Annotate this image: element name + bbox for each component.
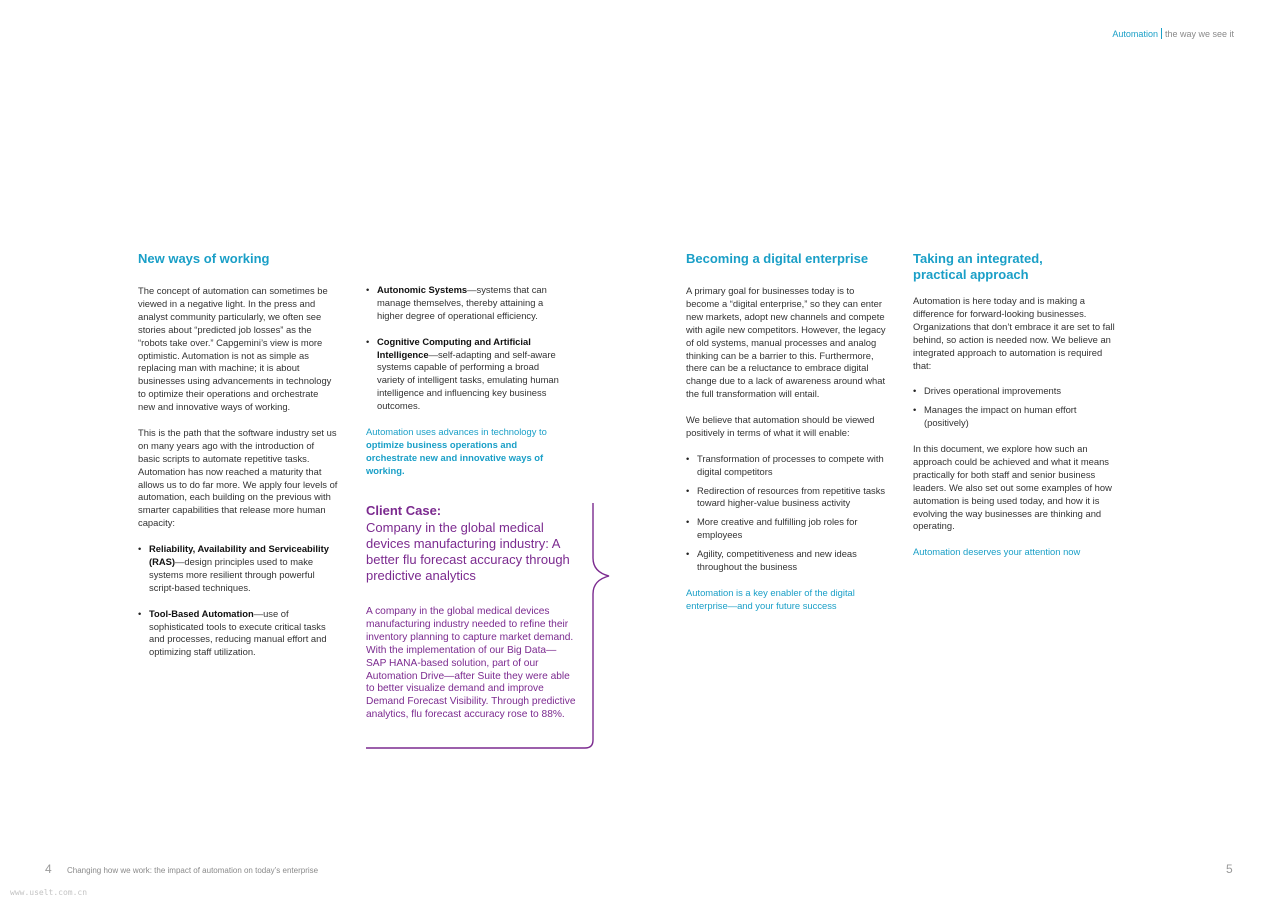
header-tagline: the way we see it: [1164, 29, 1234, 39]
heading-integrated-approach: Taking an integrated, practical approach: [913, 251, 1043, 282]
col3-bullet-list: [686, 453, 888, 574]
col1-paragraph-2: This is the path that the software industry set us on many years ago with the introduction of basic scripts to automate repetitive tasks. Automation has now reached a maturity that allows us to do far more. We apply four levels of automation, each building on the previous with smarter capabilities that release more human capacity:: [138, 426, 338, 529]
heading-new-ways: New ways of working: [138, 251, 270, 266]
header-section: Automation: [1112, 29, 1158, 39]
watermark: www.uselt.com.cn: [10, 888, 88, 897]
col2-bullet-list: [366, 284, 561, 413]
heading-digital-enterprise: Becoming a digital enterprise: [686, 251, 869, 266]
list-item: • Drives operational improvements: [913, 385, 1121, 398]
col3-paragraph-1: A primary goal for businesses today is to become a “digital enterprise,” so they can enter new markets, adopt new channels and compete with agile new competitors. However, the legacy of old systems, manual processes and analog thinking can be a barrier to this. Furthermore, there can be a reluctance to embrace digital change due to a lack of awareness around what the full transformation will entail.: [686, 285, 886, 400]
page-number-left: 4: [45, 862, 52, 876]
col4-bullet-list: [913, 385, 1121, 430]
col1-body: [138, 285, 338, 659]
list-item: • Transformation of processes to compete with digital competitors: [686, 453, 888, 479]
column-levels: [366, 284, 561, 490]
client-case-body: A company in the global medical devices manufacturing industry needed to refine their inventory planning to capture market demand. With the implementation of our Big Data—SAP HANA-based solution, part of our Automation Drive—after Suite they were able to better visualize demand and improve Demand Forecast Visibility. Through predictive analytics, flu forecast accuracy rose to 88%.: [366, 606, 576, 721]
running-header: [1112, 28, 1234, 39]
client-case-bracket: [360, 500, 620, 755]
col4-body: [913, 295, 1121, 559]
col3-paragraph-2: We believe that automation should be viewed positively in terms of what it will enable:: [686, 414, 875, 438]
col4-callout: Automation deserves your attention now: [913, 546, 1081, 558]
list-item: • Tool-Based Automation—use of sophisticated tools to execute critical tasks and processes, reducing manual effort and optimizing staff utilization.: [138, 608, 338, 660]
list-item: • Reliability, Availability and Serviceability (RAS)—design principles used to make systems more resilient through powerful script-based techniques.: [138, 543, 338, 595]
column-new-ways: [138, 251, 338, 672]
list-item: • Agility, competitiveness and new ideas throughout the business: [686, 548, 888, 574]
col2-callout: Automation uses advances in technology to optimize business operations and orchestrate new and innovative ways of working.: [366, 425, 547, 476]
header-divider: [1161, 28, 1162, 39]
list-item: • Autonomic Systems—systems that can manage themselves, thereby attaining a higher degree of operational efficiency.: [366, 284, 561, 323]
list-item: • Cognitive Computing and Artificial Intelligence—self-adapting and self-aware systems capable of performing a broad variety of intelligent tasks, emulating human intelligence and influencing key business outcomes.: [366, 336, 561, 413]
list-item: • More creative and fulfilling job roles for employees: [686, 516, 888, 542]
column-integrated-approach: [913, 251, 1121, 572]
list-item: • Manages the impact on human effort (positively): [913, 404, 1121, 430]
col3-callout: Automation is a key enabler of the digital enterprise—and your future success: [686, 587, 855, 611]
col2-body: [366, 284, 561, 478]
col1-paragraph-1: The concept of automation can sometimes be viewed in a negative light. In the press and analyst community particularly, we often see stories about “predicted job losses” as the “robots take over.” Capgemini’s view is more optimistic. Automation is not as simple as replacing man with machine; it is about businesses using advancements in technology to optimize their operations and orchestrate new and innovative ways of working.: [138, 285, 332, 413]
page-number-right: 5: [1226, 862, 1233, 876]
col1-bullet-list: [138, 543, 338, 659]
client-case-title: Client Case:: [366, 503, 442, 518]
col3-body: [686, 285, 888, 613]
col4-paragraph-2: In this document, we explore how such an approach could be achieved and what it means practically for both staff and senior business leaders. We also set out some examples of how automation is being used today, and how it is evolving the way businesses are thinking and operating.: [913, 443, 1112, 532]
client-case-subtitle: Company in the global medical devices manufacturing industry: A better flu forecast accuracy through predictive analytics: [366, 520, 570, 583]
list-item: • Redirection of resources from repetitive tasks toward higher-value business activity: [686, 485, 888, 511]
column-digital-enterprise: [686, 251, 888, 626]
col4-paragraph-1: Automation is here today and is making a difference for forward-looking businesses. Organizations that don’t embrace it are set to fall behind, so action is needed now. We believe an integrated approach to automation is required that:: [913, 295, 1115, 371]
footer-title: Changing how we work: the impact of automation on today’s enterprise: [67, 866, 319, 875]
